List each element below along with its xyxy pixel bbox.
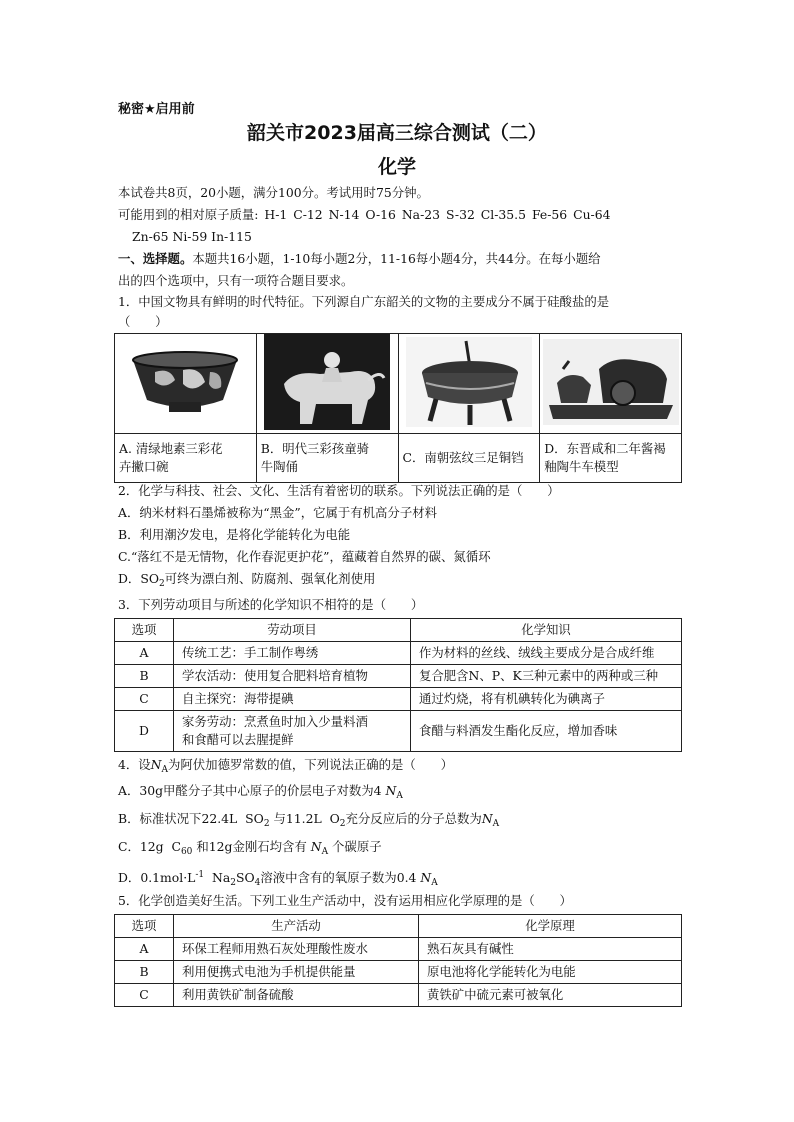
table-row: C 自主探究：海带提碘 通过灼烧，将有机碘转化为碘离子 xyxy=(115,688,682,711)
q3-header-option: 选项 xyxy=(115,619,174,642)
intro-line-1: 本试卷共8页，20小题，满分100分。考试用时75分钟。 xyxy=(118,185,429,200)
section-heading: 一、选择题。 xyxy=(118,251,193,266)
section-desc-1: 本题共16小题，1-10每小题2分，11-16每小题4分，共44分。在每小题给 xyxy=(192,251,601,266)
q1-option-a: A. 清绿地素三彩花 卉撇口碗 xyxy=(115,434,257,483)
section-desc-2: 出的四个选项中，只有一项符合题目要求。 xyxy=(118,273,354,288)
tripod-image xyxy=(406,337,532,427)
section-heading-line xyxy=(118,250,688,268)
q3-header-item: 劳动项目 xyxy=(174,619,411,642)
q4-option-b: B．标准状况下22.4L $SO_2$ 与11.2L $O_2$充分反应后的分子总数为$N_A$ xyxy=(118,811,500,829)
table-header-row xyxy=(115,915,682,938)
q3-table xyxy=(114,618,682,752)
bowl-image xyxy=(125,342,245,422)
table-row: B 学农活动：使用复合肥料培育植物 复合肥含N、P、K三种元素中的两种或三种 xyxy=(115,665,682,688)
q1-image-table xyxy=(114,333,682,483)
q5-header-principle: 化学原理 xyxy=(419,915,682,938)
q1-stem: 1．中国文物具有鲜明的时代特征。下列源自广东韶关的文物的主要成分不属于硅酸盐的是 xyxy=(118,294,610,309)
table-row: B 利用便携式电池为手机提供能量 原电池将化学能转化为电能 xyxy=(115,961,682,984)
q5-table xyxy=(114,914,682,1007)
q1-image-d xyxy=(540,334,682,434)
q4-option-a: A．30g甲醛分子其中心原子的价层电子对数为4 $N_A$ xyxy=(118,783,403,801)
q3-header-knowledge: 化学知识 xyxy=(411,619,682,642)
q2-option-c: C.“落红不是无情物，化作春泥更护花”，蕴藏着自然界的碳、氮循环 xyxy=(118,549,491,564)
q2-stem: 2．化学与科技、社会、文化、生活有着密切的联系。下列说法正确的是（ ） xyxy=(118,483,560,498)
q1-option-d: D．东晋咸和二年酱褐 釉陶牛车模型 xyxy=(540,434,682,483)
figurine-image xyxy=(264,334,390,430)
q1-option-b: B．明代三彩孩童骑 牛陶俑 xyxy=(256,434,398,483)
intro-line-3: Zn-65 Ni-59 In-115 xyxy=(132,229,252,244)
intro-line-2: 可能用到的相对原子质量: H-1 C-12 N-14 O-16 Na-23 S-32 Cl-35.5 Fe-56 Cu-64 xyxy=(118,207,611,222)
q1-option-c: C．南朝弦纹三足铜铛 xyxy=(398,434,540,483)
q4-stem: 4．设$N_A$为阿伏加德罗常数的值，下列说法正确的是（ ） xyxy=(118,757,453,775)
table-header-row xyxy=(115,619,682,642)
q1-image-b xyxy=(256,334,398,434)
q3-stem: 3．下列劳动项目与所述的化学知识不相符的是（ ） xyxy=(118,597,424,612)
q1-paren: （ ） xyxy=(118,314,168,329)
q5-header-activity: 生产活动 xyxy=(174,915,419,938)
q4-option-c: C．12g $C_{60}$ 和12g金刚石均含有 $N_A$ 个碳原子 xyxy=(118,839,382,857)
q2-option-d: D．$SO_2$可终为漂白剂、防腐剂、强氧化剂使用 xyxy=(118,571,376,589)
exam-title: 韶关市2023届高三综合测试（二） xyxy=(247,122,547,144)
q1-image-a xyxy=(115,334,257,434)
q5-stem: 5．化学创造美好生活。下列工业生产活动中，没有运用相应化学原理的是（ ） xyxy=(118,893,572,908)
q2-option-b: B．利用潮汐发电，是将化学能转化为电能 xyxy=(118,527,351,542)
secret-mark: 秘密★启用前 xyxy=(118,102,195,117)
cart-model-image xyxy=(543,339,679,425)
q2-option-a: A．纳米材料石墨烯被称为“黑金”，它属于有机高分子材料 xyxy=(118,505,437,520)
exam-subject: 化学 xyxy=(377,156,416,178)
q5-header-option: 选项 xyxy=(115,915,174,938)
table-row: A 传统工艺：手工制作粤绣 作为材料的丝线、绒线主要成分是合成纤维 xyxy=(115,642,682,665)
table-row: A 环保工程师用熟石灰处理酸性废水 熟石灰具有碱性 xyxy=(115,938,682,961)
table-row: D 家务劳动：烹煮鱼时加入少量料酒 和食醋可以去腥提鲜 食醋与料酒发生酯化反应，增加香味 xyxy=(115,711,682,752)
table-row: C 利用黄铁矿制备硫酸 黄铁矿中硫元素可被氧化 xyxy=(115,984,682,1007)
q4-option-d: D．$0.1mol\cdot L^{-1}$ $Na_2SO_4$溶液中含有的氧原子数为0.4 $N_A$ xyxy=(118,870,438,888)
q1-image-c xyxy=(398,334,540,434)
